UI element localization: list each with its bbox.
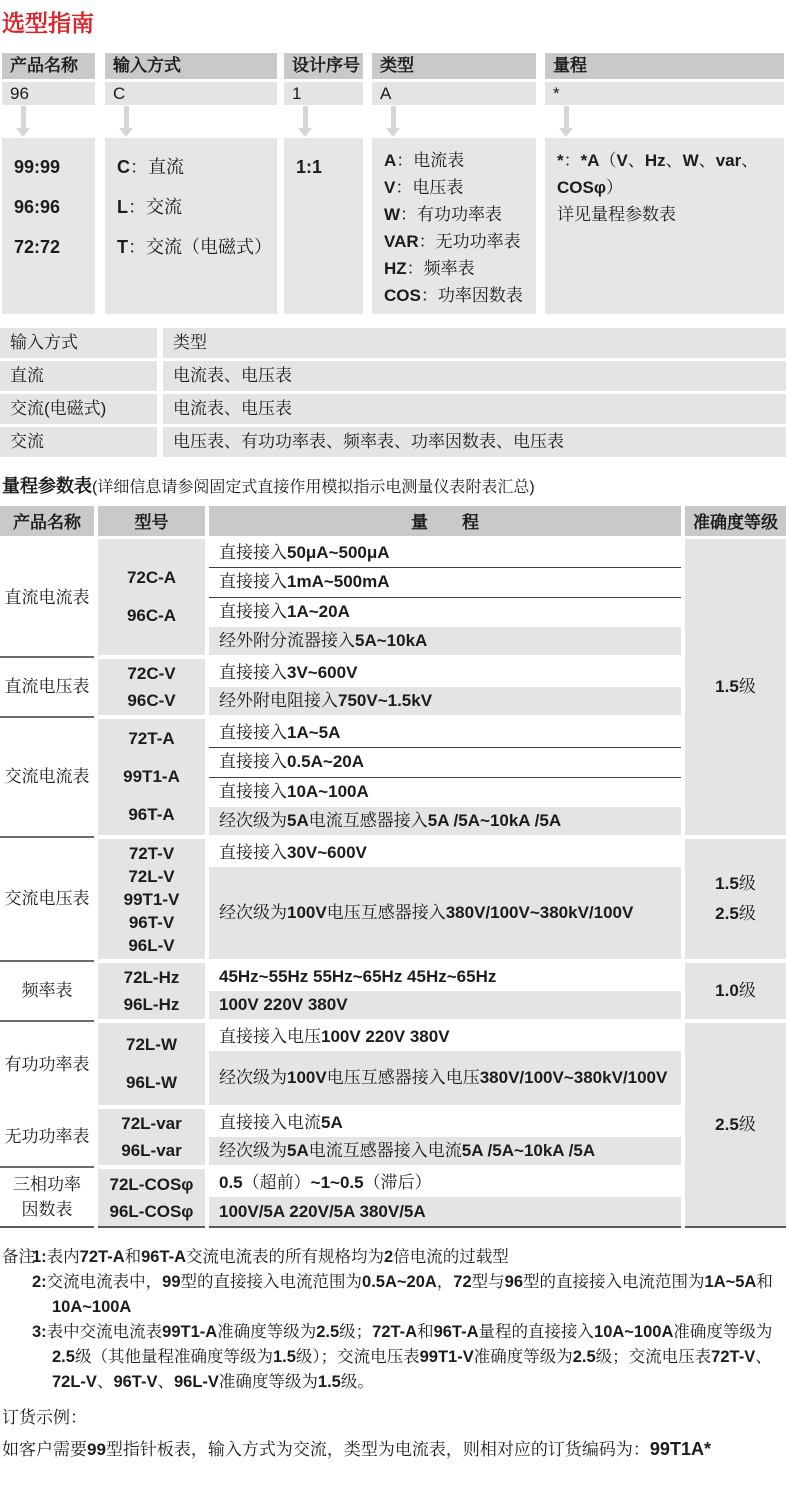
product-name-cell: 无功功率表 <box>0 1107 96 1167</box>
range-table-row <box>0 657 786 687</box>
code-column-value: * <box>545 82 784 105</box>
range-value-cell: 100V 220V 380V <box>207 991 683 1021</box>
detail-line: L：交流 <box>117 197 182 217</box>
down-arrow-icon <box>559 105 573 138</box>
range-value-cell: 经次级为5A电流互感器接入5A /5A~10kA /5A <box>207 807 683 837</box>
range-value-cell: 直接接入电流5A <box>207 1107 683 1137</box>
code-column-input-mode <box>105 53 277 314</box>
remarks-label: 备注 <box>2 1248 35 1266</box>
range-value-cell: 经次级为5A电流互感器接入电流5A /5A~10kA /5A <box>207 1137 683 1167</box>
down-arrow-icon <box>16 105 30 138</box>
code-column-value: 1 <box>284 82 363 105</box>
type-cell: 电流表、电压表 <box>163 394 786 424</box>
type-cell: 电流表、电压表 <box>163 361 786 391</box>
range-value-cell: 直接接入0.5A~20A <box>207 747 683 777</box>
input-mode-cell: 输入方式 <box>0 328 157 358</box>
model-cell: 72T-V 72L-V 99T1-V 96T-V 96L-V <box>96 837 207 961</box>
detail-line: A：电流表 <box>384 151 465 170</box>
order-example-text: 如客户需要99型指针板表，输入方式为交流，类型为电流表，则相对应的订货编码为： <box>2 1440 650 1459</box>
range-value-cell: 直接接入1A~20A <box>207 597 683 627</box>
range-value-cell: 直接接入3V~600V <box>207 657 683 687</box>
code-column-detail <box>284 138 363 314</box>
order-example-heading: 订货示例： <box>2 1408 87 1427</box>
model-cell: 72C-A 96C-A <box>96 537 207 657</box>
detail-line: 99:99 <box>14 157 61 177</box>
product-name-cell: 直流电流表 <box>0 537 96 657</box>
product-name-cell: 频率表 <box>0 961 96 1021</box>
code-column-header: 输入方式 <box>105 53 277 79</box>
down-arrow-icon <box>298 105 312 138</box>
code-column-range <box>545 53 784 314</box>
code-column-type <box>372 53 536 314</box>
detail-line: *：*A（V、Hz、W、var、COSφ） <box>557 151 759 197</box>
remarks-section <box>0 1245 786 1395</box>
code-column-design-serial <box>284 53 363 314</box>
range-value-cell: 45Hz~55Hz 55Hz~65Hz 45Hz~65Hz <box>207 961 683 991</box>
detail-line: V：电压表 <box>384 178 464 197</box>
input-mode-cell: 直流 <box>0 361 157 391</box>
product-name-cell: 交流电压表 <box>0 837 96 961</box>
detail-line: T：交流（电磁式） <box>117 237 272 257</box>
note-item: 1:表内72T-A和96T-A交流电流表的所有规格均为2倍电流的过载型 <box>32 1248 509 1266</box>
page-title: 选型指南 <box>2 10 94 36</box>
code-column-detail <box>372 138 536 314</box>
note-item: 2:交流电流表中，99型的直接接入电流范围为0.5A~20A，72型与96型的直接接入电流范围为1A~5A和10A~100A <box>32 1273 773 1316</box>
accuracy-cell: 1.5级 2.5级 <box>683 837 786 961</box>
type-cell: 类型 <box>163 328 786 358</box>
range-value-cell: 直接接入30V~600V <box>207 837 683 867</box>
model-code-diagram <box>0 53 786 315</box>
input-mode-cell: 交流 <box>0 427 157 457</box>
product-name-cell: 三相功率 因数表 <box>0 1167 96 1227</box>
detail-line: W：有功功率表 <box>384 205 503 224</box>
input-type-row <box>0 394 786 424</box>
input-type-table <box>0 328 786 457</box>
model-cell: 72L-COSφ 96L-COSφ <box>96 1167 207 1227</box>
range-table-row <box>0 1021 786 1051</box>
detail-line: COS：功率因数表 <box>384 286 523 305</box>
code-column-header: 产品名称 <box>2 53 95 79</box>
detail-line: 72:72 <box>14 237 61 257</box>
detail-line: C：直流 <box>117 157 184 177</box>
range-table-row <box>0 717 786 747</box>
range-table-heading <box>2 472 786 498</box>
accuracy-cell: 2.5级 <box>683 1021 786 1227</box>
code-column-detail <box>545 138 784 314</box>
detail-line: 96:96 <box>14 197 61 217</box>
down-arrow-icon <box>119 105 133 138</box>
range-table-header-row <box>0 506 786 537</box>
product-name-cell: 直流电压表 <box>0 657 96 717</box>
range-value-cell: 直接接入1mA~500mA <box>207 567 683 597</box>
code-column-detail <box>105 138 277 314</box>
note-item: 3:表中交流电流表99T1-A准确度等级为2.5级；72T-A和96T-A量程的直接接入10A~100A准确度等级为2.5级（其他量程准确度等级为1.5级）；交流电压表99T1-V准确度等级为2.5级；交流电压表72T-V、72L-V、96T-V、96L-V准确度等级为1.5级。 <box>32 1323 773 1391</box>
range-value-cell: 经外附电阻接入750V~1.5kV <box>207 687 683 717</box>
product-name-cell: 交流电流表 <box>0 717 96 837</box>
range-table-heading-bold: 量程参数表 <box>2 476 92 496</box>
range-table-row <box>0 1167 786 1197</box>
model-cell: 72L-var 96L-var <box>96 1107 207 1167</box>
code-column-value: A <box>372 82 536 105</box>
range-table-heading-rest: (详细信息请参阅固定式直接作用模拟指示电测量仪表附表汇总) <box>92 479 535 496</box>
range-value-cell: 0.5（超前）~1~0.5（滞后） <box>207 1167 683 1197</box>
code-column-header: 类型 <box>372 53 536 79</box>
code-column-detail <box>2 138 95 314</box>
detail-line: HZ：频率表 <box>384 259 475 278</box>
input-type-header-row <box>0 328 786 358</box>
type-cell: 电压表、有功功率表、频率表、功率因数表、电压表 <box>163 427 786 457</box>
code-column-header: 量程 <box>545 53 784 79</box>
order-example-line <box>2 1437 786 1462</box>
model-cell: 72L-W 96L-W <box>96 1021 207 1107</box>
range-parameter-table <box>0 506 786 1228</box>
range-value-cell: 经外附分流器接入5A~10kA <box>207 627 683 657</box>
code-column-value: C <box>105 82 277 105</box>
range-table-row <box>0 537 786 567</box>
accuracy-cell: 1.0级 <box>683 961 786 1021</box>
range-table-header-cell: 型号 <box>96 506 207 537</box>
code-column-product-name <box>2 53 95 314</box>
input-type-row <box>0 361 786 391</box>
order-example-code: 99T1A* <box>649 1439 711 1459</box>
detail-line: 详见量程参数表 <box>557 205 676 224</box>
down-arrow-icon <box>386 105 400 138</box>
code-column-value: 96 <box>2 82 95 105</box>
range-table-header-cell: 量 程 <box>207 506 683 537</box>
code-column-header: 设计序号 <box>284 53 363 79</box>
detail-line: VAR：无功功率表 <box>384 232 521 251</box>
range-value-cell: 经次级为100V电压互感器接入380V/100V~380kV/100V <box>207 867 683 961</box>
range-table-row <box>0 1107 786 1137</box>
accuracy-cell: 1.5级 <box>683 537 786 837</box>
range-table-header-cell: 准确度等级 <box>683 506 786 537</box>
range-value-cell: 直接接入50μA~500μA <box>207 537 683 567</box>
model-cell: 72L-Hz 96L-Hz <box>96 961 207 1021</box>
remarks-list <box>32 1245 786 1395</box>
range-value-cell: 直接接入1A~5A <box>207 717 683 747</box>
range-value-cell: 经次级为100V电压互感器接入电压380V/100V~380kV/100V <box>207 1051 683 1107</box>
range-value-cell: 100V/5A 220V/5A 380V/5A <box>207 1197 683 1227</box>
input-mode-cell: 交流(电磁式) <box>0 394 157 424</box>
range-table-row <box>0 837 786 867</box>
range-value-cell: 直接接入10A~100A <box>207 777 683 807</box>
input-type-row <box>0 427 786 457</box>
detail-line: 1:1 <box>296 157 323 177</box>
product-name-cell: 有功功率表 <box>0 1021 96 1107</box>
model-cell: 72C-V 96C-V <box>96 657 207 717</box>
range-table-row <box>0 961 786 991</box>
model-cell: 72T-A 99T1-A 96T-A <box>96 717 207 837</box>
range-value-cell: 直接接入电压100V 220V 380V <box>207 1021 683 1051</box>
range-table-header-cell: 产品名称 <box>0 506 96 537</box>
